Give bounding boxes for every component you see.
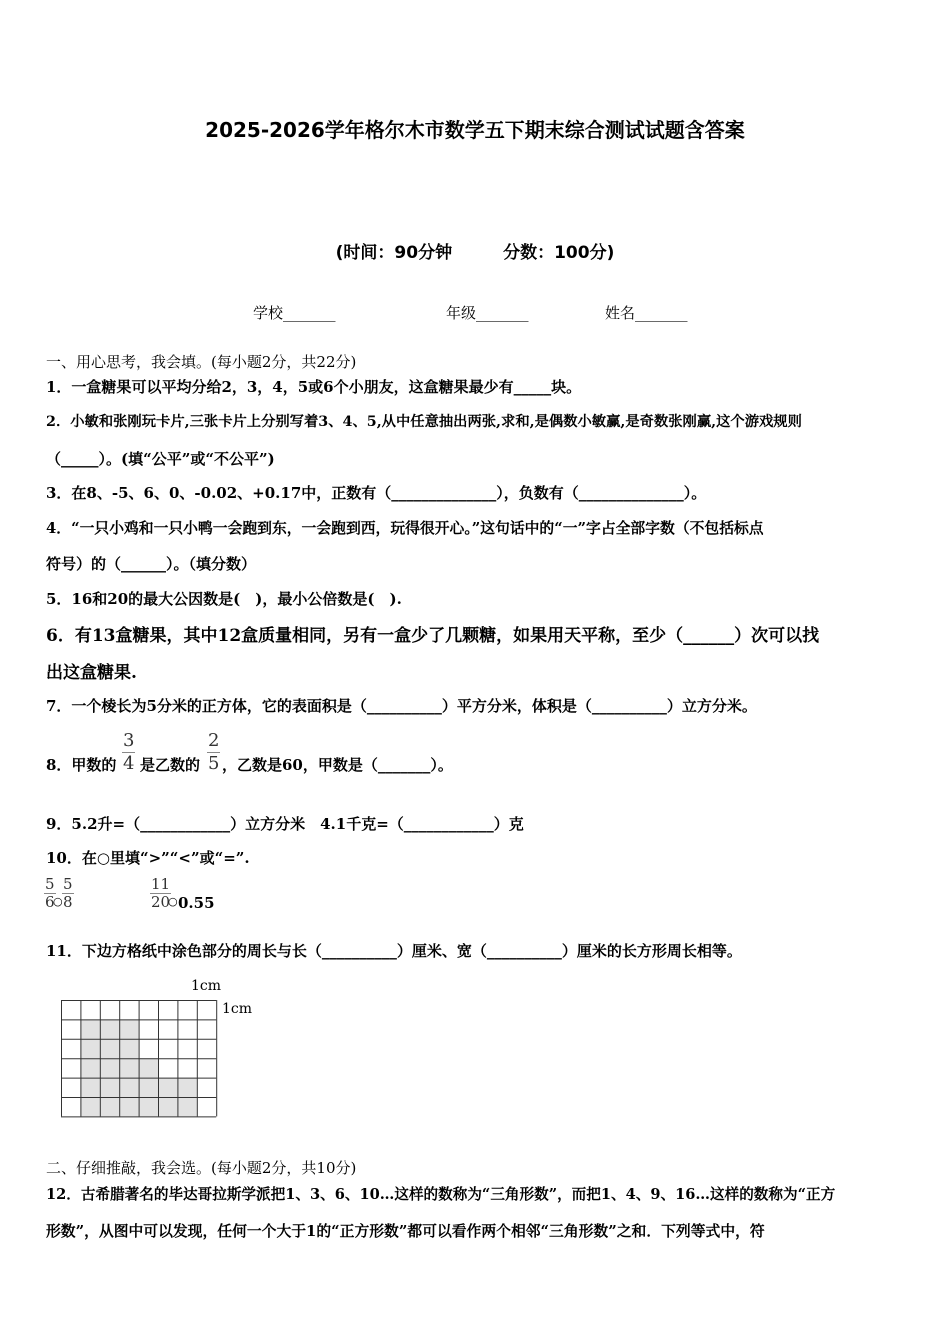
- question-6-cont: 出这盒糖果.: [46, 663, 137, 683]
- question-11: 11．下边方格纸中涂色部分的周长与长（__________）厘米、宽（__________）厘米的长方形周长相等。: [46, 942, 742, 960]
- question-12-cont: 形数”，从图中可以发现，任何一个大于1的“正方形数”都可以看作两个相邻“三角形数”之和．下列等式中，符: [46, 1223, 765, 1240]
- shaded-cell: [139, 1058, 158, 1077]
- document-page: 2025-2026学年格尔木市数学五下期末综合测试试题含答案 (时间：90分钟 分数：100分) 学校_______ 年级_______ 姓名_______ 一、用心思考，我会填。(每小题2分，共22分) 1．一盒糖果可以平均分给2，3，4，5或6个小朋友，这盒糖果最少有_____块。 2．小敏和张刚玩卡片,三张卡片上分别写着3、4、5,从中任意抽出两张,求和,是偶数小敏赢,是奇数张刚赢,这个游戏规则 （_____）。(填“公平”或“不公平”) 3．在8、-5、6、0、-0.02、+0.17中，正数有（______________），负数有（______________）。 4．“一只小鸡和一只小鸭一会跑到东，一会跑到西，玩得很开心。”这句话中的“一”字占全部字数（不包括标点 符号）的（______）。（填分数） 5．16和20的最大公因数是( )，最小公倍数是( ). 6．有13盒糖果，其中12盒质量相同，另有一盒少了几颗糖，如果用天平称，至少（______）次可以找 出这盒糖果. 7．一个棱长为5分米的正方体，它的表面积是（__________）平方分米，体积是（__________）立方分米。 8．甲数的 $\frac{3}{4}$ 是乙数的 $\frac{2}{5}$ ，乙数是60，甲数是（_______）。 9．5.2升=（____________）立方分米 4.1千克=（____________）克 10．在○里填“>”“<”或“=”. $\frac{5}{6}$ ○ $\frac{5}{8}$ $\frac{11}{20}$ ○ 0.55 11．下边方格纸中涂色部分的周长与长（__________）厘米、宽（__________）厘米的长方形周长相等。 1cm 1cm 二、仔细推敲，我会选。(每小题2分，共10分) 12．古希腊著名的毕达哥拉斯学派把1、3、6、10…这样的数称为“三角形数”，而把1、4、9、16…这样的数称为“正方 形数”，从图中可以发现，任何一个大于1的“正方形数”都可以看作两个相邻“三角形数”之和．下列等式中，符: [0, 0, 950, 1344]
- section-2-heading: 二、仔细推敲，我会选。(每小题2分，共10分): [46, 1159, 357, 1177]
- grid-figure: [61, 1000, 221, 1120]
- shaded-cell: [119, 1019, 138, 1038]
- shaded-cell: [177, 1097, 196, 1116]
- shaded-cell: [158, 1078, 177, 1097]
- question-3: 3．在8、-5、6、0、-0.02、+0.17中，正数有（______________），负数有（______________）。: [46, 484, 707, 502]
- document-title: 2025-2026学年格尔木市数学五下期末综合测试试题含答案: [205, 118, 745, 142]
- question-1: 1．一盒糖果可以平均分给2，3，4，5或6个小朋友，这盒糖果最少有_____块。: [46, 378, 582, 396]
- cell-height-label: 1cm: [222, 1001, 253, 1017]
- shaded-cell: [80, 1019, 99, 1038]
- shaded-cell: [119, 1097, 138, 1116]
- shaded-cell: [119, 1078, 138, 1097]
- school-field: 学校_______: [253, 304, 336, 322]
- question-12: 12．古希腊著名的毕达哥拉斯学派把1、3、6、10…这样的数称为“三角形数”，而把1、4、9、16…这样的数称为“正方: [46, 1186, 836, 1203]
- shaded-cell: [80, 1097, 99, 1116]
- cell-width-label: 1cm: [191, 978, 222, 994]
- question-2-cont: （_____）。(填“公平”或“不公平”): [46, 450, 275, 468]
- shaded-cell: [100, 1097, 119, 1116]
- question-5: 5．16和20的最大公因数是( )，最小公倍数是( ).: [46, 590, 402, 608]
- shaded-cell: [80, 1058, 99, 1077]
- question-6: 6．有13盒糖果，其中12盒质量相同，另有一盒少了几颗糖，如果用天平称，至少（______）次可以找: [46, 626, 820, 646]
- section-1-heading: 一、用心思考，我会填。(每小题2分，共22分): [46, 353, 357, 371]
- fraction-3-4: $\frac{3}{4}$: [123, 730, 135, 774]
- exam-info: (时间：90分钟 分数：100分): [335, 243, 615, 263]
- shaded-cell: [119, 1039, 138, 1058]
- compare-circle: ○: [168, 895, 178, 908]
- question-7: 7．一个棱长为5分米的正方体，它的表面积是（__________）平方分米，体积是（__________）立方分米。: [46, 697, 757, 715]
- shaded-cell: [80, 1039, 99, 1058]
- shaded-cell: [100, 1078, 119, 1097]
- shaded-cell: [158, 1097, 177, 1116]
- shaded-cell: [100, 1039, 119, 1058]
- shaded-cell: [139, 1097, 158, 1116]
- shaded-cell: [139, 1078, 158, 1097]
- question-4-cont: 符号）的（______）。（填分数）: [46, 555, 257, 573]
- fraction-2-5: $\frac{2}{5}$: [208, 730, 220, 774]
- name-field: 姓名_______: [605, 304, 688, 322]
- shaded-cell: [100, 1019, 119, 1038]
- question-9: 9．5.2升=（____________）立方分米 4.1千克=（____________）克: [46, 815, 524, 833]
- question-4: 4．“一只小鸡和一只小鸭一会跑到东，一会跑到西，玩得很开心。”这句话中的“一”字占全部字数（不包括标点: [46, 520, 764, 537]
- shaded-cell: [100, 1058, 119, 1077]
- grade-field: 年级_______: [446, 304, 529, 322]
- question-2: 2．小敏和张刚玩卡片,三张卡片上分别写着3、4、5,从中任意抽出两张,求和,是偶数小敏赢,是奇数张刚赢,这个游戏规则: [46, 414, 802, 430]
- shaded-cell: [119, 1058, 138, 1077]
- shaded-cell: [177, 1078, 196, 1097]
- compare-circle: ○: [53, 895, 63, 908]
- shaded-cell: [80, 1078, 99, 1097]
- question-10: 10．在○里填“>”“<”或“=”.: [46, 849, 250, 867]
